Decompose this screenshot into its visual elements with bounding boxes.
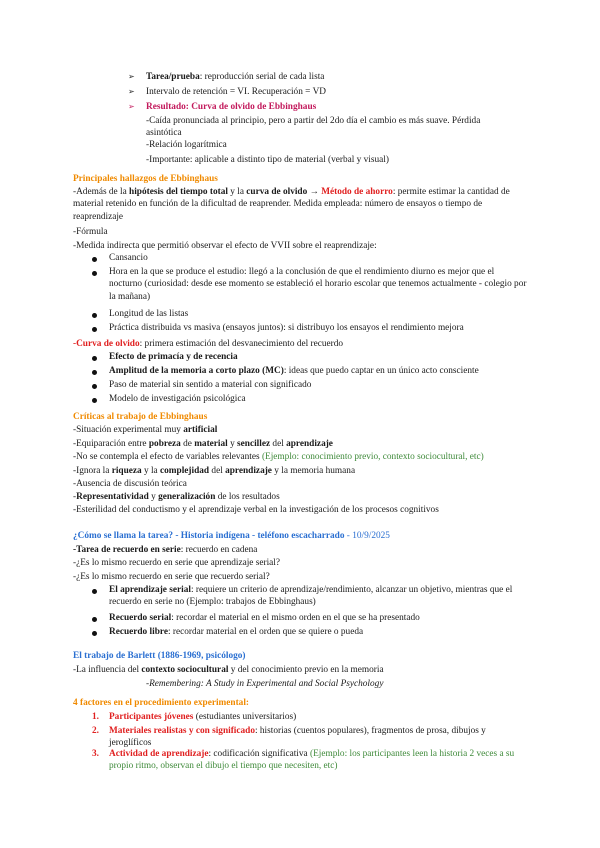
bullet-icon (92, 327, 97, 332)
paragraph: -Ausencia de discusión teórica (73, 479, 187, 489)
list-item: El aprendizaje serial: requiere un criterio de aprendizaje/rendimiento, alcanzar un objetivo, mientras que el recuerdo en serie no (Ejemplo: trabajos de Ebbinghaus) (109, 585, 513, 608)
bullet-icon (92, 384, 97, 389)
list-number: 1. (92, 712, 99, 722)
paragraph: -Situación experimental muy artificial (73, 425, 218, 435)
section-heading: Críticas al trabajo de Ebbinghaus (73, 412, 208, 422)
section-heading: El trabajo de Barlett (1886-1969, psicólogo) (73, 651, 246, 661)
bullet-icon (92, 589, 97, 594)
bullet-icon (92, 257, 97, 262)
bullet-icon (92, 271, 97, 276)
section-heading: ¿Cómo se llama la tarea? - Historia indígena - teléfono escacharrado - 10/9/2025 (73, 531, 390, 541)
list-item: Cansancio (109, 253, 148, 263)
bullet-icon (92, 313, 97, 318)
paragraph: -Medida indirecta que permitió observar el efecto de VVII sobre el reaprendizaje: (73, 241, 377, 251)
paragraph: -La influencia del contexto sociocultural y del conocimiento previo en la memoria (73, 665, 384, 675)
list-item: Práctica distribuida vs masiva (ensayos juntos): si distribuyo los ensayos el rendimiento mejora (109, 323, 464, 333)
list-item: Modelo de investigación psicológica (109, 394, 246, 404)
list-item: Efecto de primacía y de recencia (109, 352, 238, 362)
bullet-icon (92, 617, 97, 622)
subheading: 4 factores en el procedimiento experimental: (73, 698, 249, 708)
paragraph: -Esterilidad del conductismo y el aprendizaje verbal en la investigación de los procesos cognitivos (73, 505, 439, 515)
paragraph: -Fórmula (73, 227, 108, 237)
bullet-icon (92, 631, 97, 636)
list-item: Recuerdo libre: recordar material en el orden que se quiere o pueda (109, 627, 364, 637)
arrow-bullet-icon: ➢ (128, 72, 135, 81)
resultado-heading: Resultado: Curva de olvido de Ebbinghaus (146, 102, 317, 112)
arrow-bullet-icon: ➢ (128, 102, 135, 111)
paragraph: -No se contempla el efecto de variables relevantes (Ejemplo: conocimiento previo, contexto sociocultural, etc) (73, 452, 484, 462)
paragraph: -Ignora la riqueza y la complejidad del aprendizaje y la memoria humana (73, 466, 356, 476)
book-title: -Remembering: A Study in Experimental and Social Psychology (146, 679, 384, 689)
paragraph: -Representatividad y generalización de los resultados (73, 492, 280, 502)
paragraph: -Equiparación entre pobreza de material y sencillez del aprendizaje (73, 439, 333, 449)
list-number: 2. (92, 726, 99, 736)
list-item: Participantes jóvenes (estudiantes universitarios) (109, 712, 297, 722)
bullet-icon (92, 370, 97, 375)
paragraph: -Curva de olvido: primera estimación del desvanecimiento del recuerdo (73, 339, 344, 349)
paragraph: -¿Es lo mismo recuerdo en serie que aprendizaje serial? (73, 558, 281, 568)
section-heading: Principales hallazgos de Ebbinghaus (73, 174, 218, 184)
bullet-icon (92, 398, 97, 403)
resultado-detail: -Importante: aplicable a distinto tipo de material (verbal y visual) (146, 155, 389, 165)
arrow-bullet-icon: ➢ (128, 87, 135, 96)
paragraph: -Tarea de recuerdo en serie: recuerdo en cadena (73, 545, 258, 555)
bullet-icon (92, 356, 97, 361)
list-item: Intervalo de retención = VI. Recuperación = VD (146, 87, 327, 97)
list-item: Amplitud de la memoria a corto plazo (MC): ideas que puedo captar en un único acto consciente (109, 366, 479, 376)
list-item: Recuerdo serial: recordar el material en el mismo orden en el que se ha presentado (109, 613, 420, 623)
paragraph: -¿Es lo mismo recuerdo en serie que recuerdo serial? (73, 572, 270, 582)
list-item: Longitud de las listas (109, 309, 189, 319)
list-item: Tarea/prueba: reproducción serial de cada lista (146, 72, 325, 82)
paragraph: -Además de la hipótesis del tiempo total y la curva de olvido → Método de ahorro: permite estimar la cantidad de material retenido en función de la dificultad de reaprender. Medida empleada: número de ensayos o tiempo de reaprendizaje (73, 187, 510, 222)
list-item: Materiales realistas y con significado: historias (cuentos populares), fragmentos de prosa, dibujos y jeroglíficos (109, 726, 486, 749)
list-item: Actividad de aprendizaje: codificación significativa (Ejemplo: los participantes leen la historia 2 veces a su propio ritmo, observan el dibujo el tiempo que necesiten, etc) (109, 749, 515, 772)
list-item: Hora en la que se produce el estudio: llegó a la conclusión de que el rendimiento diurno es mejor que el nocturno (curiosidad: desde ese momento se estableció el horario escolar que tenemos actualmente - colegio por la mañana) (109, 267, 527, 302)
list-item: Paso de material sin sentido a material con significado (109, 380, 312, 390)
resultado-detail: -Relación logarítmica (146, 140, 227, 150)
list-number: 3. (92, 749, 99, 759)
resultado-detail: -Caída pronunciada al principio, pero a partir del 2do día el cambio es más suave. Pérdida asintótica (146, 116, 481, 139)
